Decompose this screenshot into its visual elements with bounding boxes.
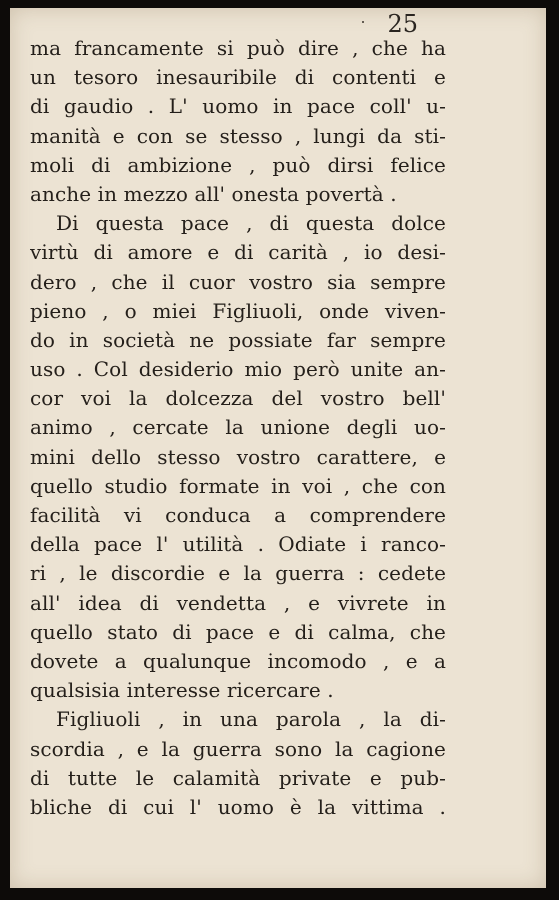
- text-line: un tesoro inesauribile di contenti e: [30, 65, 446, 90]
- book-page: [10, 8, 546, 888]
- text-line: virtù di amore e di carità , io desi-: [30, 240, 446, 265]
- text-line: ri , le discordie e la guerra : cedete: [30, 561, 446, 586]
- text-line: animo , cercate la unione degli uo-: [30, 415, 446, 440]
- text-line: all' idea di vendetta , e vivrete in: [30, 590, 446, 615]
- text-line: della pace l' utilità . Odiate i ranco-: [30, 532, 446, 557]
- text-line: scordia , e la guerra sono la cagione: [30, 736, 446, 761]
- text-line: di tutte le calamità private e pub-: [30, 765, 446, 790]
- body-text: [30, 34, 446, 822]
- text-line: facilità vi conduca a comprendere: [30, 503, 446, 527]
- text-line: bliche di cui l' uomo è la vittima .: [30, 794, 446, 819]
- ink-speck: [362, 21, 364, 23]
- text-line: anche in mezzo all' onesta povertà .: [30, 181, 397, 206]
- text-line: qualsisia interesse ricercare .: [30, 678, 334, 703]
- text-line: mini dello stesso vostro carattere, e: [30, 444, 446, 469]
- text-line: cor voi la dolcezza del vostro bell': [30, 386, 446, 411]
- text-line: Di questa pace , di questa dolce: [56, 211, 446, 236]
- text-line: dovete a qualunque incomodo , e a: [30, 648, 446, 673]
- text-line: do in società ne possiate far sempre: [30, 327, 446, 352]
- text-line: quello studio formate in voi , che con: [30, 473, 446, 498]
- text-line: moli di ambizione , può dirsi felice: [30, 152, 446, 177]
- text-line: manità e con se stesso , lungi da sti-: [30, 123, 446, 148]
- text-line: Figliuoli , in una parola , la di-: [56, 707, 446, 732]
- text-line: di gaudio . L' uomo in pace coll' u-: [30, 94, 446, 119]
- text-line: ma francamente si può dire , che ha: [30, 36, 446, 60]
- text-line: quello stato di pace e di calma, che: [30, 619, 446, 644]
- page-number: 25: [387, 10, 418, 38]
- text-line: pieno , o miei Figliuoli, onde viven-: [30, 298, 446, 323]
- text-line: dero , che il cuor vostro sia sempre: [30, 269, 446, 294]
- text-line: uso . Col desiderio mio però unite an-: [30, 357, 446, 382]
